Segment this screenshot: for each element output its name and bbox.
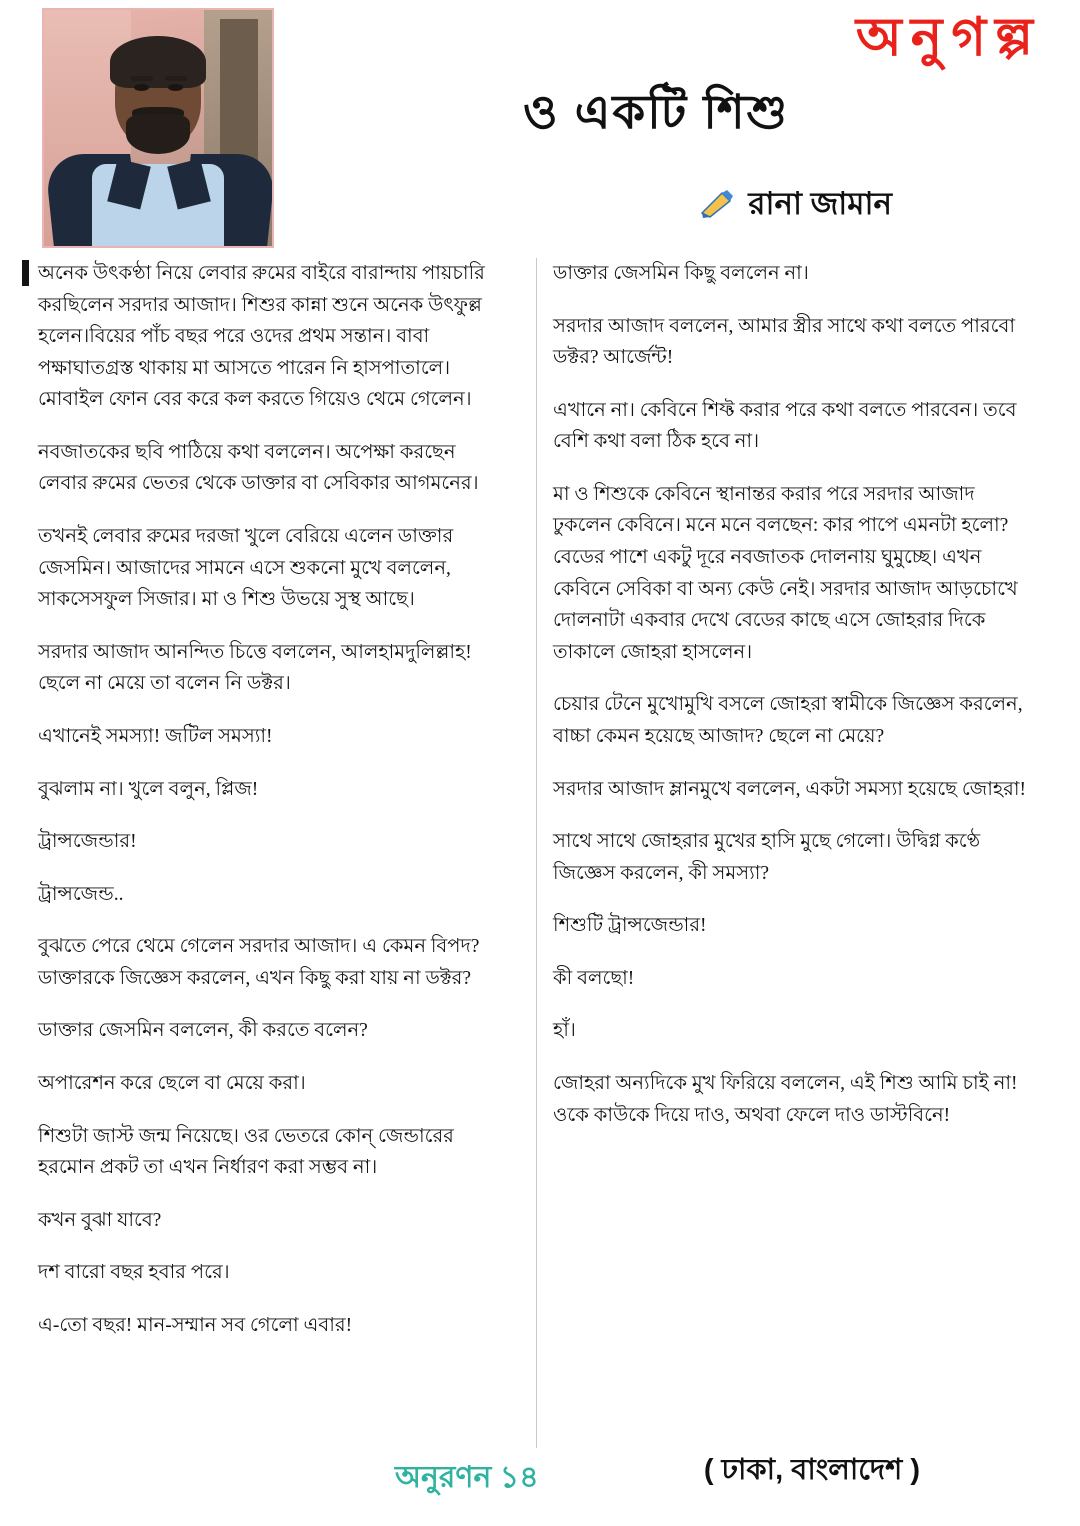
paragraph: ডাক্তার জেসমিন কিছু বললেন না। [553,263,809,284]
right-column [537,258,1052,1448]
paragraph: কী বলছো! [553,967,635,989]
paragraph: বুঝতে পেরে থেমে গেলেন সরদার আজাদ। এ কেমন বিপদ? ডাক্তারকে জিজ্ঞেস করলেন, এখন কিছু করা যায় না ডক্টর? [38,936,480,989]
magazine-issue-label: অনুরণন ১৪ [395,1461,539,1494]
paragraph: তখনই লেবার রুমের দরজা খুলে বেরিয়ে এলেন ডাক্তার জেসমিন। আজাদের সামনে এসে শুকনো মুখে বললেন, সাকসেসফুল সিজার। মা ও শিশু উভয়ে সুস্থ আছে। [38,526,454,611]
portrait-eyebrow-left [131,76,153,81]
paragraph-marker [22,260,29,286]
paragraph: জোহরা অন্যদিকে মুখ ফিরিয়ে বললেন, এই শিশু আমি চাই না! ওকে কাউকে দিয়ে দাও, অথবা ফেলে দাও ডাস্টবিনে! [553,1072,1018,1126]
paragraph: সরদার আজাদ ম্লানমুখে বললেন, একটা সমস্যা হয়েছে জোহরা! [553,778,1026,800]
paragraph: চেয়ার টেনে মুখোমুখি বসলে জোহরা স্বামীকে জিজ্ঞেস করলেন, বাচ্চা কেমন হয়েছে আজাদ? ছেলে না মেয়ে? [553,694,1023,747]
paragraph: হাঁ। [553,1020,576,1042]
paragraph: শিশুটা জাস্ট জন্ম নিয়েছে। ওর ভেতরে কোন্ জেন্ডারের হরমোন প্রকট তা এখন নির্ধারণ করা সম্ভব না। [38,1125,454,1179]
portrait-eyebrow-right [165,76,187,81]
paragraph: অনেক উৎকণ্ঠা নিয়ে লেবার রুমের বাইরে বারান্দায় পায়চারি করছিলেন সরদার আজাদ। শিশুর কান্না শুনে অনেক উৎফুল্ল হলেন।বিয়ের পাঁচ বছর পরে ওদের প্রথম সন্তান। বাবা পক্ষাঘাতগ্রস্ত থাকায় মা আসতে পারেন নি হাসপাতালে। মোবাইল ফোন বের করে কল করতে গিয়েও থেমে গেলেন। [38,263,485,411]
left-column [22,258,537,1448]
title-block [300,0,1060,232]
paragraph: বুঝলাম না। খুলে বলুন, প্লিজ! [38,778,259,800]
page-footer [0,1448,1080,1518]
article-body [0,258,1080,1448]
paragraph: ট্রান্সজেন্ডার! [38,831,137,853]
paragraph: দশ বারো বছর হবার পরে। [38,1262,230,1284]
paragraph: ট্রান্সজেন্ড.. [38,883,124,905]
page-header [0,0,1080,250]
paragraph: কখন বুঝা যাবে? [38,1209,162,1231]
paragraph: সরদার আজাদ বললেন, আমার স্ত্রীর সাথে কথা বলতে পারবো ডক্টর? আর্জেন্ট! [553,315,1015,369]
paragraph: শিশুটি ট্রান্সজেন্ডার! [553,915,707,937]
paragraph: অপারেশন করে ছেলে বা মেয়ে করা। [38,1072,306,1094]
genre-label: অনুগল্প [855,8,1042,67]
author-portrait [42,8,274,248]
author-name: রানা জামান [748,185,892,221]
portrait-hair [110,36,206,88]
paragraph: সরদার আজাদ আনন্দিত চিত্তে বললেন, আলহামদুলিল্লাহ! ছেলে না মেয়ে তা বলেন নি ডক্টর। [38,641,472,695]
paragraph: এখানে না। কেবিনে শিফ্ট করার পরে কথা বলতে পারবেন। তবে বেশি কথা বলা ঠিক হবে না। [553,399,1017,453]
portrait-beard [126,114,190,154]
paragraph: নবজাতকের ছবি পাঠিয়ে কথা বললেন। অপেক্ষা করছেন লেবার রুমের ভেতর থেকে ডাক্তার বা সেবিকার আগমনের। [38,441,479,495]
paragraph: মা ও শিশুকে কেবিনে স্থানান্তর করার পরে সরদার আজাদ ঢুকলেন কেবিনে। মনে মনে বলছেন: কার পাপে এমনটা হলো? বেডের পাশে একটু দূরে নবজাতক দোলনায় ঘুমুচ্ছে। এখন কেবিনে সেবিকা বা অন্য কেউ নেই। সরদার আজাদ আড়চোখে দোলনাটা একবার দেখে বেডের কাছে এসে জোহরার দিকে তাকালে জোহরা হাসলেন। [553,483,1018,663]
place-label: ( ঢাকা, বাংলাদেশ ) [703,1454,920,1486]
paragraph: এখানেই সমস্যা! জটিল সমস্যা! [38,725,273,747]
page-title: ও একটি শিশু [522,84,790,138]
paragraph: সাথে সাথে জোহরার মুখের হাসি মুছে গেলো। উদ্বিগ্ন কণ্ঠে জিজ্ঞেস করলেন, কী সমস্যা? [553,831,981,884]
paragraph: ডাক্তার জেসমিন বললেন, কী করতে বলেন? [38,1020,368,1042]
byline [300,180,892,232]
writing-hand-icon [700,189,734,227]
paragraph: এ-তো বছর! মান-সম্মান সব গেলো এবার! [38,1314,353,1336]
portrait-doorframe [220,19,259,165]
